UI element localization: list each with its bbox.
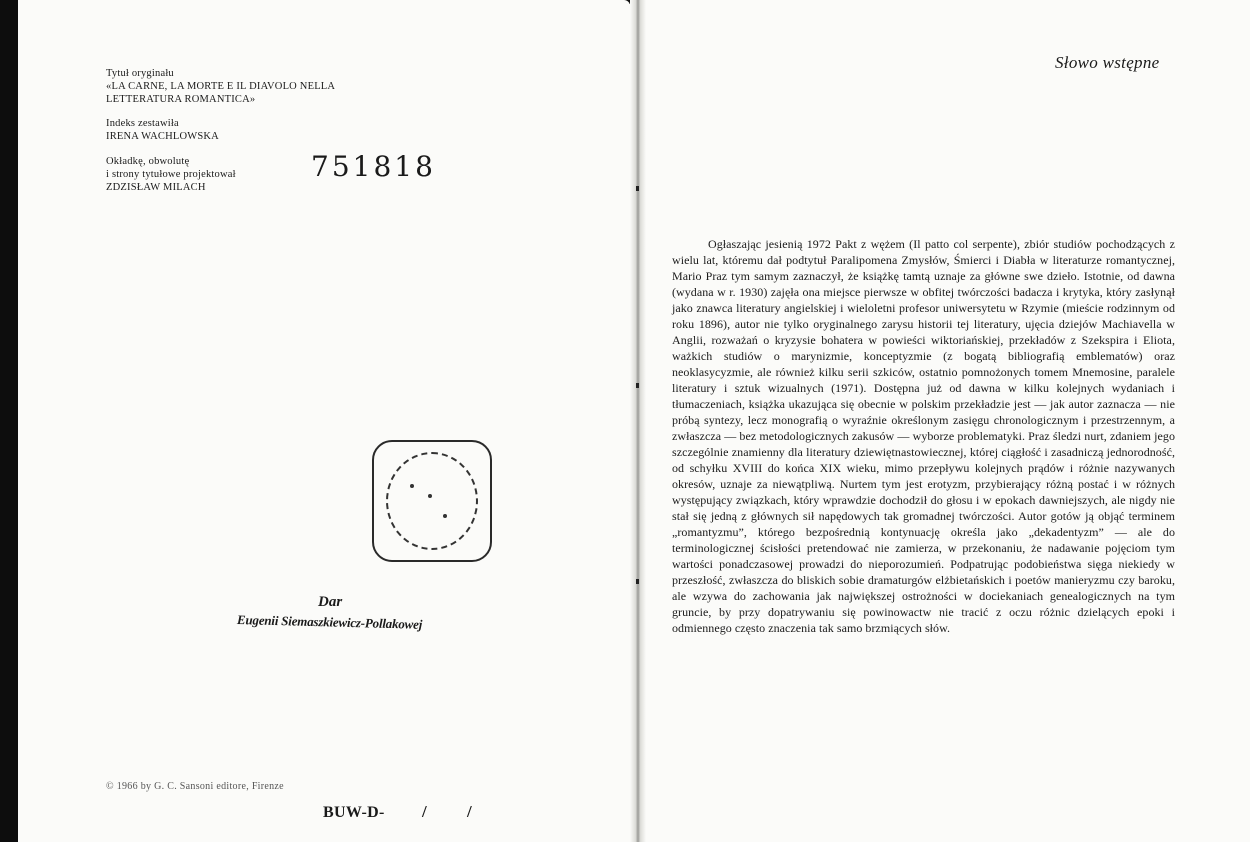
index-credit-block: [106, 117, 219, 143]
library-stamp: [372, 440, 492, 562]
original-title-label: Tytuł oryginału: [106, 68, 174, 79]
catalog-number: 751818: [311, 150, 436, 183]
running-head: Słowo wstępne: [1055, 53, 1160, 72]
cover-designer: ZDZISŁAW MILACH: [106, 182, 206, 193]
original-title-line1: «LA CARNE, LA MORTE E IL DIAVOLO NELLA: [106, 81, 336, 92]
scan-edge-right: [1250, 0, 1258, 842]
library-stamp-ring: [386, 452, 478, 550]
gift-donor-name: Eugenii Siemaszkiewicz-Pollakowej: [236, 612, 423, 632]
gutter-mark: [636, 186, 639, 191]
cover-line2: i strony tytułowe projektował: [106, 169, 236, 180]
scan-edge-left: [0, 0, 18, 842]
shelfmark-slash: /: [422, 802, 427, 821]
gift-title: Dar: [318, 594, 343, 610]
right-page: [646, 0, 1250, 842]
cover-credit-block: [106, 155, 236, 194]
index-author: IRENA WACHLOWSKA: [106, 131, 219, 142]
shelfmark-slash: /: [467, 802, 472, 821]
book-gutter: [630, 0, 646, 842]
preface-paragraph: Ogłaszając jesienią 1972 Pakt z wężem (Il patto col serpente), zbiór studiów pochodzących z wielu lat, któremu dał podtytuł Paralipomena Zmysłów, Śmierci i Diabła w literaturze romantycznej, Mario Praz tym samym zaznaczył, że książkę tamtą uznaje za główne swe dzieło. Istotnie, od dawna (wydana w r. 1930) zajęła ona miejsce pierwsze w obfitej twórczości badacza i krytyka, który zasłynął jako znawca literatury angielskiej i wieloletni profesor uniwersytetu w Rzymie (mieście rodzinnym od roku 1896), autor nie tylko oryginalnego zarysu historii tej literatury, ujęcia dziejów Machiavella w Anglii, rozważań o kryzysie bohatera w powieści wiktoriańskiej, przekładów z Szekspira i Eliota, ważkich studiów o marynizmie, konceptyzmie (z bogatą bibliografią emblematów) oraz neoklasycyzmie, ale również kilku serii szkiców, ostatnio pomnożonych tomem Mnemosine, paralele literatury i sztuk wizualnych (1971). Dostępna już od dawna w kilku kolejnych wydaniach i tłumaczeniach, książka ukazująca się obecnie w polskim przekładzie jest — jak autor zaznacza — nie próbą syntezy, lecz monografią o wyraźnie określonym zasięgu chronologicznym i przestrzennym, a zwłaszcza — bez metodologicznych zakusów — wyborze problematyki. Praz śledzi nurt, zdaniem jego szczególnie znamienny dla literatury dziewiętnastowiecznej, której ciągłość i zasadniczą jednorodność, od schyłku XVIII do końca XIX wieku, mimo przepływu kolejnych prądów i różnie nazywanych okresów, uznaje za niewątpliwą. Nurtem tym jest erotyzm, przybierający różną postać i w różnych występujący związkach, który wprawdzie dochodził do głosu i w epokach dawniejszych, ale nigdy nie stał się jedną z głównych sił napędowych tak gromadnej twórczości. Autor gotów ją objąć terminem „romantyzmu”, którego bezpośrednią kontynuację określa jako „dekadentyzm” — ale do terminologicznej ścisłości pretendować nie zamierza, w przekonaniu, że nadawanie pojęciom tym wartości ponadczasowej prowadzi do nieporozumień. Podpatrując podobieństwa sięga niekiedy w przeszłość, zwłaszcza do bliskich sobie dramaturgów elżbietańskich i poetów manieryzmu czy baroku, ale wzywa do zachowania jak największej ostrożności w dociekaniach genealogicznych na tym gruncie, by przy dopatrywaniu się powinowactw nie tracić z oczu różnic dzielących epoki i odmiennego często znaczenia tak samo brzmiących słów.: [672, 237, 1175, 635]
cover-line1: Okładkę, obwolutę: [106, 156, 190, 167]
stamp-mark: [443, 514, 447, 518]
stamp-mark: [410, 484, 414, 488]
gutter-mark: [636, 579, 639, 584]
stamp-mark: [428, 494, 432, 498]
original-title-line2: LETTERATURA ROMANTICA»: [106, 94, 256, 105]
left-page: [18, 0, 630, 842]
index-label: Indeks zestawiła: [106, 118, 179, 129]
shelfmark: BUW-D-: [323, 804, 385, 821]
copyright-line: © 1966 by G. C. Sansoni editore, Firenze: [106, 781, 284, 792]
gutter-mark: [636, 383, 639, 388]
body-text: [672, 236, 1175, 636]
original-title-block: [106, 67, 335, 106]
